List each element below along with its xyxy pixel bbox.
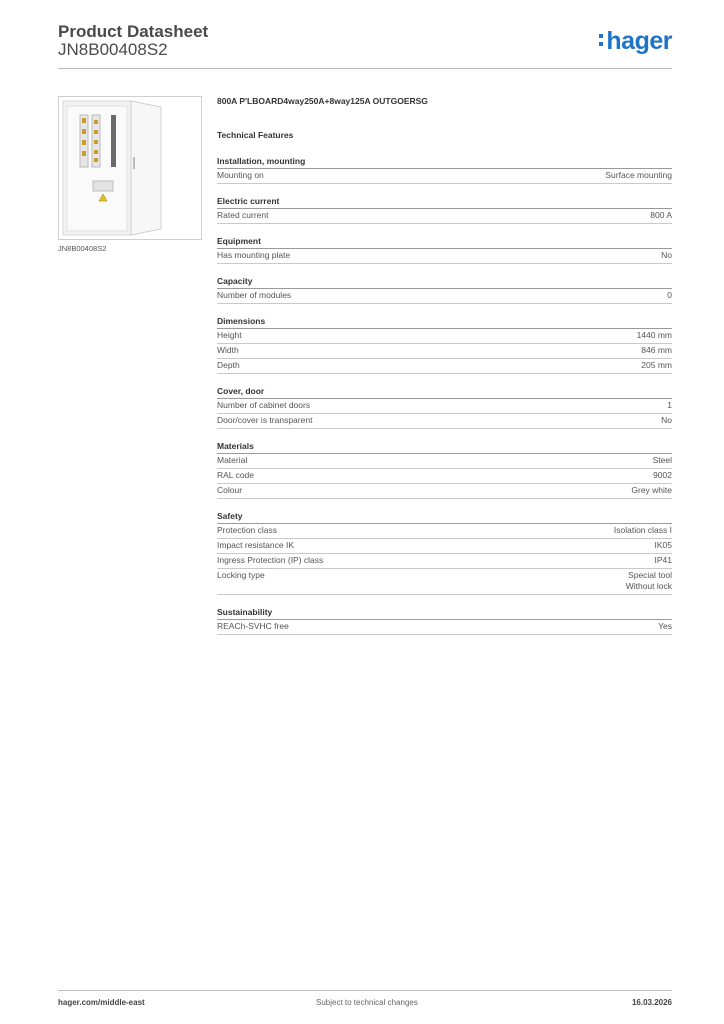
spec-row bbox=[217, 454, 672, 469]
logo-colon-icon bbox=[599, 27, 604, 46]
spec-value-line: No bbox=[661, 250, 672, 260]
spec-label: Rated current bbox=[217, 210, 269, 220]
section-title: Cover, door bbox=[217, 386, 672, 399]
section-title: Equipment bbox=[217, 236, 672, 249]
spec-value-line: Special tool bbox=[628, 570, 672, 580]
spec-value-line: No bbox=[661, 415, 672, 425]
spec-value bbox=[667, 400, 672, 411]
spec-label: Height bbox=[217, 330, 242, 340]
section-title: Materials bbox=[217, 441, 672, 454]
spec-value bbox=[641, 360, 672, 371]
spec-row bbox=[217, 539, 672, 554]
spec-value-line: IP41 bbox=[654, 555, 672, 565]
footer-date: 16.03.2026 bbox=[631, 998, 672, 1007]
spec-value-line: Steel bbox=[652, 455, 672, 465]
spec-value bbox=[626, 570, 672, 592]
spec-value bbox=[661, 415, 672, 426]
section-title: Capacity bbox=[217, 276, 672, 289]
section-title: Installation, mounting bbox=[217, 156, 672, 169]
spec-content bbox=[217, 96, 672, 635]
footer-website-link[interactable]: hager.com/middle-east bbox=[58, 998, 145, 1007]
spec-value-line: Without lock bbox=[625, 581, 672, 591]
spec-label: Has mounting plate bbox=[217, 250, 291, 260]
spec-value bbox=[631, 485, 672, 496]
spec-section bbox=[217, 316, 672, 374]
spec-row bbox=[217, 399, 672, 414]
spec-row bbox=[217, 329, 672, 344]
spec-value bbox=[637, 330, 672, 341]
footer-notice: Subject to technical changes bbox=[316, 998, 418, 1007]
spec-section bbox=[217, 441, 672, 499]
spec-value-line: Yes bbox=[658, 621, 672, 631]
header-divider bbox=[58, 68, 672, 69]
spec-label: Door/cover is transparent bbox=[217, 415, 313, 425]
spec-label: Material bbox=[217, 455, 248, 465]
spec-section bbox=[217, 196, 672, 224]
spec-value-line: 800 A bbox=[650, 210, 672, 220]
spec-label: Colour bbox=[217, 485, 243, 495]
spec-row bbox=[217, 484, 672, 499]
spec-section bbox=[217, 156, 672, 184]
spec-value-line: 1 bbox=[667, 400, 672, 410]
spec-label: Impact resistance IK bbox=[217, 540, 295, 550]
spec-label: Ingress Protection (IP) class bbox=[217, 555, 324, 565]
spec-row bbox=[217, 554, 672, 569]
spec-value-line: Grey white bbox=[631, 485, 672, 495]
spec-value-line: 1440 mm bbox=[636, 330, 672, 340]
spec-label: RAL code bbox=[217, 470, 255, 480]
spec-label: Depth bbox=[217, 360, 240, 370]
page-title: Product Datasheet bbox=[58, 22, 209, 41]
spec-label: REACh-SVHC free bbox=[217, 621, 289, 631]
hager-logo[interactable] bbox=[599, 27, 672, 56]
spec-value-line: 846 mm bbox=[641, 345, 672, 355]
spec-section bbox=[217, 236, 672, 264]
spec-value bbox=[655, 555, 673, 566]
spec-value bbox=[653, 455, 672, 466]
spec-label: Locking type bbox=[217, 570, 265, 580]
product-code: JN8B00408S2 bbox=[58, 40, 168, 59]
spec-value-line: IK05 bbox=[654, 540, 672, 550]
spec-label: Number of cabinet doors bbox=[217, 400, 311, 410]
spec-row bbox=[217, 414, 672, 429]
spec-value-line: 0 bbox=[667, 290, 672, 300]
spec-value bbox=[641, 345, 672, 356]
spec-value-line: Surface mounting bbox=[605, 170, 672, 180]
section-title: Dimensions bbox=[217, 316, 672, 329]
spec-value-line: 205 mm bbox=[641, 360, 672, 370]
spec-row bbox=[217, 359, 672, 374]
technical-features-heading: Technical Features bbox=[217, 130, 294, 140]
section-title: Sustainability bbox=[217, 607, 672, 620]
product-image bbox=[58, 96, 202, 240]
spec-row bbox=[217, 249, 672, 264]
spec-value-line: 9002 bbox=[653, 470, 672, 480]
product-name: 800A P'LBOARD4way250A+8way125A OUTGOERSG bbox=[217, 96, 428, 106]
spec-section bbox=[217, 511, 672, 595]
spec-value bbox=[655, 540, 673, 551]
spec-value bbox=[653, 470, 672, 481]
footer-divider bbox=[58, 990, 672, 991]
spec-label: Mounting on bbox=[217, 170, 264, 180]
spec-row bbox=[217, 289, 672, 304]
section-title: Electric current bbox=[217, 196, 672, 209]
spec-value bbox=[661, 250, 672, 261]
spec-row bbox=[217, 344, 672, 359]
section-title: Safety bbox=[217, 511, 672, 524]
spec-label: Number of modules bbox=[217, 290, 292, 300]
spec-row bbox=[217, 469, 672, 484]
spec-row bbox=[217, 209, 672, 224]
product-image-caption: JN8B00408S2 bbox=[58, 244, 107, 253]
spec-value bbox=[667, 290, 672, 301]
spec-section bbox=[217, 607, 672, 635]
spec-value bbox=[614, 525, 672, 536]
distribution-board-illustration bbox=[59, 97, 201, 239]
spec-row bbox=[217, 524, 672, 539]
spec-row bbox=[217, 569, 672, 595]
spec-row bbox=[217, 620, 672, 635]
spec-sections bbox=[217, 156, 672, 635]
spec-value bbox=[658, 621, 672, 632]
spec-value bbox=[605, 170, 672, 181]
spec-label: Protection class bbox=[217, 525, 277, 535]
logo-text: hager bbox=[606, 27, 672, 55]
spec-label: Width bbox=[217, 345, 239, 355]
spec-row bbox=[217, 169, 672, 184]
spec-value-line: Isolation class I bbox=[613, 525, 672, 535]
spec-value bbox=[650, 210, 672, 221]
spec-section bbox=[217, 276, 672, 304]
spec-section bbox=[217, 386, 672, 429]
